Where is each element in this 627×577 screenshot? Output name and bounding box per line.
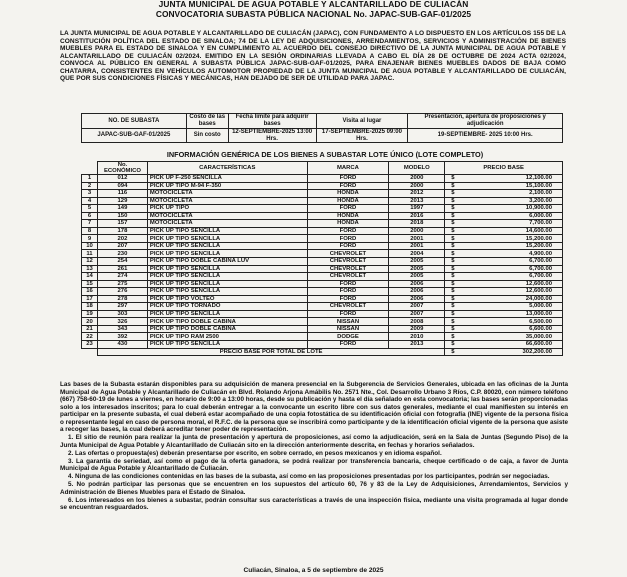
row-index: 3 [82,190,98,198]
base-price: 24,000.00 [525,295,552,302]
note-item: 3. La garantía de seriedad, así como el pago de la oferta ganadora, se podrá realizar por transferencia bancaria, cheque certificado o de caja, a favor de Junta Municipal de Agua Potable y Alcantarillado de Culiacán. [60,457,568,472]
currency-sign: $ [451,318,455,325]
row-index: 19 [82,310,98,318]
base-price-cell [445,190,563,198]
goods-row [82,197,563,205]
currency-sign: $ [451,280,455,287]
base-price-cell [445,310,563,318]
schedule-header-cell: Visita al lugar [316,114,408,129]
base-price: 15,200.00 [525,235,552,242]
characteristics: PICK UP TIPO SENCILLA [147,227,307,235]
goods-row [82,182,563,190]
brand: FORD [307,295,389,303]
schedule-header-cell: Costo de las bases [186,114,228,129]
base-price: 5,000.00 [529,303,552,310]
brand: FORD [307,242,389,250]
row-index: 5 [82,205,98,213]
base-price: 3,200.00 [529,197,552,204]
goods-row [82,250,563,258]
base-price: 6,600.00 [529,326,552,333]
economic-number: 254 [97,258,147,266]
characteristics: PICK UP TIPO SENCILLA [147,273,307,281]
economic-number: 343 [97,325,147,333]
schedule-header-cell: Presentación, apertura de proposiciones y adjudicación [408,114,563,129]
goods-header-cell: PRECIO BASE [445,162,563,175]
row-index: 8 [82,227,98,235]
schedule-header-cell: NO. DE SUBASTA [82,114,187,129]
base-price: 6,700.00 [529,258,552,265]
economic-number: 157 [97,220,147,228]
brand: FORD [307,205,389,213]
header-org-name: JUNTA MUNICIPAL DE AGUA POTABLE Y ALCANTARILLADO DE CULIACÁN [158,0,469,9]
row-index: 21 [82,325,98,333]
brand: CHEVROLET [307,258,389,266]
goods-row [82,280,563,288]
brand: HONDA [307,190,389,198]
goods-row [82,258,563,266]
row-index: 9 [82,235,98,243]
currency-sign: $ [451,228,455,234]
row-index: 16 [82,288,98,296]
total-value-cell [445,348,563,356]
total-label: PRECIO BASE POR TOTAL DE LOTE [97,348,444,356]
intro-paragraph: LA JUNTA MUNICIPAL DE AGUA POTABLE Y ALCANTARILLADO DE CULIACÁN (JAPAC), CON FUNDAMENTO A LO DISPUESTO EN LOS ARTÍCULOS 155 DE LA CONSTITUCIÓN POLÍTICA DEL ESTADO DE SINALOA; 74 DE LA LEY DE ADQUISICIONES, ARRENDAMIENTOS, SERVICIOS Y ADMINISTRACIÓN DE BIENES MUEBLES PARA EL ESTADO DE SINALOA Y EN CUMPLIMIENTO AL ACUERDO DEL CONSEJO DIRECTIVO DE LA JUNTA MUNICIPAL DE AGUA POTABLE Y ALCANTARILLADO DE CULIACÁN 02/2024. EMITIDO EN LA SESIÓN ORDINARIAS LLEVADA A CABO EL DÍA 28 DE OCTUBRE DE 2024 ACTA 02/2024, CONVOCA AL PÚBLICO EN GENERAL A SUBASTA PÚBLICA JAPAC-SUB-GAF-01/2025, PARA ENAJENAR BIENES MUEBLES DADOS DE BAJA COMO CHATARRA, CONSISTENTES EN VEHÍCULOS AUTOMOTOR PROPIEDAD DE LA JUNTA MUNICIPAL DE AGUA POTABLE Y ALCANTARILLADO DE CULIACÁN, QUE POR SUS CONDICIONES FÍSICAS Y MECÁNICAS, HAN DEJADO DE SER DE UTILIDAD PARA JAPAC. [60,30,566,83]
economic-number: 392 [97,333,147,341]
goods-row [82,212,563,220]
economic-number: 129 [97,197,147,205]
model-year: 2013 [389,341,445,349]
base-price-cell [445,212,563,220]
goods-row [82,341,563,349]
brand: DODGE [307,333,389,341]
model-year: 2005 [389,265,445,273]
row-index: 2 [82,182,98,190]
characteristics: PICK UP TIPO TORNADO [147,303,307,311]
characteristics: MOTOCICLETA [147,212,307,220]
characteristics: MOTOCICLETA [147,220,307,228]
base-price: 12,600.00 [525,288,552,295]
goods-header-cell: MODELO [389,162,445,175]
economic-number: 275 [97,280,147,288]
characteristics: PICK UP TIPO SENCILLA [147,242,307,250]
model-year: 2013 [389,197,445,205]
document-header [0,0,627,19]
currency-sign: $ [451,175,455,182]
bases-availability-paragraph: Las bases de la Subasta estarán disponibles para su adquisición de manera presencial en la Subgerencia de Servicios Generales, ubicada en las oficinas de la Junta Municipal de Agua Potable y Alcantarillado de Culiacán en Blvd. Rolando Arjona Amábilis No. 2571 Nte., Col. Desarrollo Urbano 3 Ríos, C.P. 80020, con número teléfono (667) 758-60-19 de lunes a viernes, en horario de 9:00 a 13:00 horas, desde su publicación y hasta el día señalado en esta convocatoria; las bases serán proporcionadas solo a los interesados inscritos; para lo cual deberán entregar a la convocante un escrito libre con sus datos generales, mediante el cual manifiesten su interés en participar en la presente subasta, el cual deberá estar acompañado de una copia fotostática de su identificación oficial con fotografía (INE) vigente de la persona física o representante legal en caso de persona moral, el R.F.C. de la persona que se inscribirá como participante y de la identificación oficial vigente de la persona que asiste a recoger las bases, la cual deberá acreditar tener poder de representación. [60,381,568,433]
characteristics: PICK UP TIPO RAM 2500 [147,333,307,341]
base-price-cell [445,205,563,213]
characteristics: PICK UP TIPO [147,205,307,213]
model-year: 2012 [389,190,445,198]
total-value: 302,200.00 [522,348,552,355]
economic-number: 274 [97,273,147,281]
note-item: 2. Las ofertas o propuesta(es) deberán presentarse por escrito, en sobre cerrado, en pesos mexicanos y en idioma español. [68,449,442,457]
site-visit-date: 17-SEPTIEMBRE-2025 09:00 Hrs. [316,129,408,143]
base-price-cell [445,235,563,243]
brand: HONDA [307,212,389,220]
brand: NISSAN [307,318,389,326]
base-price-cell [445,220,563,228]
row-index: 6 [82,212,98,220]
note-item: 1. El sitio de reunión para realizar la junta de presentación y apertura de proposiciones, así como la adjudicación, será en la Sala de Juntas (Segundo Piso) de la Junta Municipal de Agua Potable y Alcantarillado de Culiacán sito en la dirección anteriormente descrita, en fechas y horarios señalados. [60,434,568,449]
characteristics: PICK UP TIPO SENCILLA [147,250,307,258]
goods-row [82,242,563,250]
characteristics: PICK UP TIPO DOBLE CABINA [147,325,307,333]
model-year: 2007 [389,310,445,318]
base-price-cell [445,258,563,266]
characteristics: PICK UP TIPO DOBLE CABINA [147,318,307,326]
goods-row [82,220,563,228]
goods-total-row [82,348,563,356]
place-date-footer: Culiacán, Sinaloa, a 5 de septiembre de 2025 [243,567,384,574]
brand: FORD [307,280,389,288]
base-price-cell [445,265,563,273]
brand: CHEVROLET [307,303,389,311]
model-year: 2008 [389,318,445,326]
base-price-cell [445,303,563,311]
goods-table [81,161,563,356]
currency-sign: $ [451,303,455,310]
currency-sign: $ [451,341,455,348]
schedule-header-row [82,114,563,129]
base-price: 35,000.00 [525,333,552,340]
schedule-table [81,113,563,143]
economic-number: 297 [97,303,147,311]
characteristics: MOTOCICLETA [147,197,307,205]
row-index: 4 [82,197,98,205]
goods-header-blank [82,162,98,175]
brand: FORD [307,310,389,318]
goods-row [82,273,563,281]
base-price: 15,200.00 [525,243,552,250]
currency-sign: $ [451,273,455,280]
goods-row [82,325,563,333]
goods-header-row [82,162,563,175]
currency-sign: $ [451,243,455,250]
currency-sign: $ [451,288,455,295]
model-year: 2000 [389,182,445,190]
total-blank [82,348,98,356]
brand: CHEVROLET [307,265,389,273]
currency-sign: $ [451,265,455,272]
base-price-cell [445,273,563,281]
goods-row [82,175,563,183]
goods-row [82,288,563,296]
model-year: 2005 [389,273,445,281]
goods-header-cell: CARACTERÍSTICAS [147,162,307,175]
base-price-cell [445,288,563,296]
row-index: 12 [82,258,98,266]
base-price: 6,000.00 [529,212,552,219]
model-year: 2001 [389,242,445,250]
note-item: 4. Ninguna de las condiciones contenidas en las bases de la subasta, así como en las proposiciones presentadas por los participantes, podrán ser negociadas. [68,473,550,480]
base-price: 13,000.00 [525,311,552,318]
base-price: 2,100.00 [529,190,552,197]
economic-number: 207 [97,242,147,250]
note-item: 5. No podrán participar las personas que se encuentren en los supuestos del artículo 60, 76 y 83 de la Ley de Adquisiciones, Arrendamientos, Servicios y Administración de Bienes Muebles para el Estado de Sinaloa. [60,481,568,496]
base-price-cell [445,242,563,250]
currency-sign: $ [451,326,455,333]
characteristics: PICK UP TIPO SENCILLA [147,235,307,243]
model-year: 2006 [389,288,445,296]
row-index: 7 [82,220,98,228]
economic-number: 178 [97,227,147,235]
goods-header-cell: MARCA [307,162,389,175]
economic-number: 276 [97,288,147,296]
base-price: 6,500.00 [529,318,552,325]
brand: FORD [307,175,389,183]
row-index: 11 [82,250,98,258]
base-price-cell [445,280,563,288]
model-year: 2004 [389,250,445,258]
goods-row [82,333,563,341]
economic-number: 094 [97,182,147,190]
currency-sign: $ [451,235,455,242]
economic-number: 116 [97,190,147,198]
characteristics: PICK UP TIPO SENCILLA [147,310,307,318]
goods-row [82,235,563,243]
schedule-header-cell: Fecha límite para adquirir bases [228,114,316,129]
goods-row [82,227,563,235]
row-index: 17 [82,295,98,303]
brand: CHEVROLET [307,273,389,281]
row-index: 18 [82,303,98,311]
notes-section [60,381,568,512]
brand: HONDA [307,220,389,228]
base-price: 6,700.00 [529,265,552,272]
goods-row [82,265,563,273]
opening-date: 19-SEPTIEMBRE- 2025 10:00 Hrs. [408,129,563,143]
currency-sign: $ [451,333,455,340]
row-index: 14 [82,273,98,281]
brand: FORD [307,235,389,243]
bases-deadline: 12-SEPTIEMBRE-2025 13:00 Hrs. [228,129,316,143]
model-year: 2005 [389,258,445,266]
goods-row [82,303,563,311]
brand: FORD [307,341,389,349]
currency-sign: $ [451,220,455,227]
model-year: 2009 [389,325,445,333]
base-price: 6,700.00 [529,273,552,280]
row-index: 22 [82,333,98,341]
row-index: 20 [82,318,98,326]
base-price-cell [445,197,563,205]
currency-sign: $ [451,190,455,197]
model-year: 2018 [389,220,445,228]
base-price-cell [445,250,563,258]
characteristics: MOTOCICLETA [147,190,307,198]
currency-sign: $ [451,197,455,204]
row-index: 23 [82,341,98,349]
characteristics: PICK UP TIPO M-94 F-350 [147,182,307,190]
economic-number: 012 [97,175,147,183]
model-year: 2000 [389,175,445,183]
base-price-cell [445,341,563,349]
base-price-cell [445,325,563,333]
model-year: 2000 [389,227,445,235]
currency-sign: $ [451,311,455,318]
currency-sign: $ [451,348,455,355]
brand: FORD [307,182,389,190]
model-year: 2006 [389,295,445,303]
base-price-cell [445,227,563,235]
schedule-value-row [82,129,563,143]
base-price: 12,600.00 [525,280,552,287]
row-index: 13 [82,265,98,273]
goods-row [82,310,563,318]
base-price: 10,900.00 [525,205,552,212]
currency-sign: $ [451,182,455,189]
economic-number: 430 [97,341,147,349]
economic-number: 278 [97,295,147,303]
model-year: 2010 [389,333,445,341]
goods-row [82,318,563,326]
brand: NISSAN [307,325,389,333]
row-index: 15 [82,280,98,288]
goods-row [82,190,563,198]
model-year: 2001 [389,235,445,243]
currency-sign: $ [451,258,455,265]
goods-section-title: INFORMACIÓN GENÉRICA DE LOS BIENES A SUBASTAR LOTE ÚNICO (LOTE COMPLETO) [166,150,484,159]
base-price-cell [445,182,563,190]
bases-cost: Sin costo [186,129,228,143]
base-price-cell [445,333,563,341]
model-year: 2016 [389,212,445,220]
note-item: 6. Los interesados en los bienes a subastar, podrán consultar sus características a través de una inspección física, mediante una visita programada al lugar donde se encuentran resguardados. [60,496,568,511]
economic-number: 303 [97,310,147,318]
auction-number: JAPAC-SUB-GAF-01/2025 [82,129,187,143]
model-year: 2007 [389,303,445,311]
economic-number: 149 [97,205,147,213]
row-index: 1 [82,175,98,183]
goods-row [82,295,563,303]
brand: HONDA [307,197,389,205]
economic-number: 202 [97,235,147,243]
base-price: 4,900.00 [529,250,552,257]
currency-sign: $ [451,212,455,219]
characteristics: PICK UP TIPO DOBLE CABINA LUV [147,258,307,266]
model-year: 1997 [389,205,445,213]
base-price: 14,600.00 [525,228,552,234]
currency-sign: $ [451,295,455,302]
row-index: 10 [82,242,98,250]
base-price: 7,700.00 [529,220,552,227]
currency-sign: $ [451,205,455,212]
base-price: 66,600.00 [525,341,552,348]
base-price-cell [445,295,563,303]
characteristics: PICK UP TIPO SENCILLA [147,265,307,273]
economic-number: 230 [97,250,147,258]
characteristics: PICK UP TIPO SENCILLA [147,280,307,288]
header-convocatoria-title: CONVOCATORIA SUBASTA PÚBLICA NACIONAL No. JAPAC-SUB-GAF-01/2025 [155,8,472,19]
characteristics: PICK UP TIPO SENCILLA [147,288,307,296]
base-price: 12,100.00 [525,175,552,182]
goods-body [82,175,563,349]
characteristics: PICK UP TIPO SENCILLA [147,341,307,349]
currency-sign: $ [451,250,455,257]
economic-number: 326 [97,318,147,326]
characteristics: PICK UP TIPO VOLTEO [147,295,307,303]
brand: CHEVROLET [307,250,389,258]
brand: FORD [307,227,389,235]
goods-row [82,205,563,213]
brand: FORD [307,288,389,296]
economic-number: 261 [97,265,147,273]
goods-header-cell: No. ECONÓMICO [97,162,147,175]
base-price-cell [445,318,563,326]
economic-number: 150 [97,212,147,220]
model-year: 2006 [389,280,445,288]
base-price: 15,100.00 [525,182,552,189]
base-price-cell [445,175,563,183]
characteristics: PICK UP F-250 SENCILLA [147,175,307,183]
